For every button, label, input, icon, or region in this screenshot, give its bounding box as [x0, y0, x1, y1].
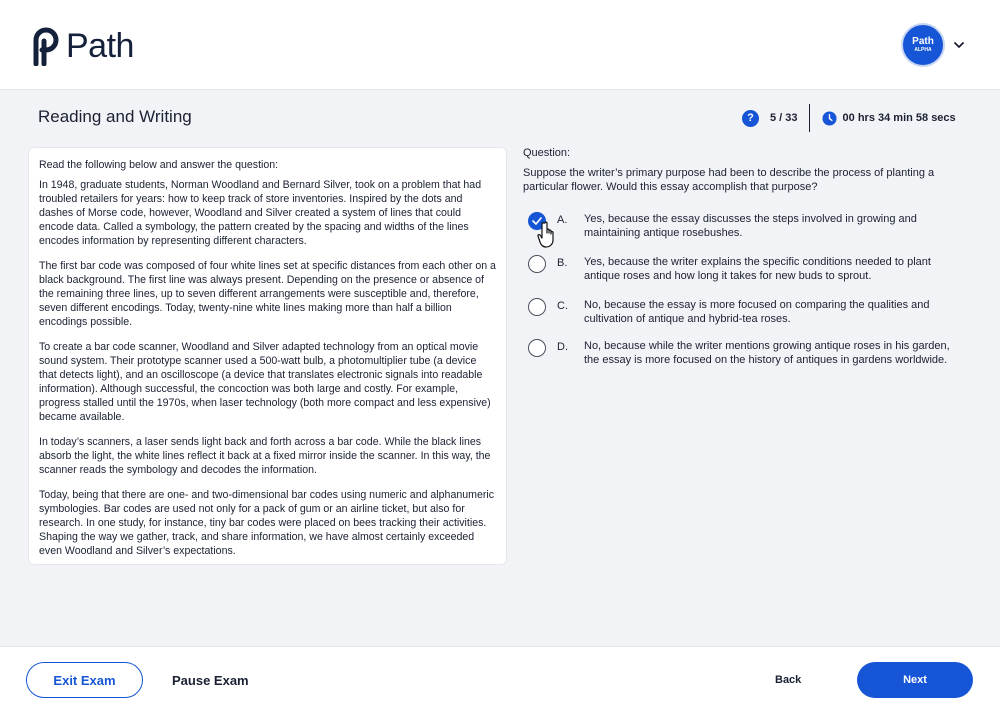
answer-choice-a[interactable] [528, 212, 973, 246]
logo-text: Path [66, 26, 134, 65]
question-text: Suppose the writer’s primary purpose had been to describe the process of planting a particular flower. Would this essay accomplish that purpose? [523, 167, 935, 193]
avatar[interactable] [901, 23, 945, 67]
choice-letter: B. [557, 257, 568, 269]
choice-letter: C. [557, 300, 568, 312]
choice-letter: A. [557, 214, 568, 226]
answer-choice-d[interactable] [528, 339, 973, 383]
exit-exam-button[interactable]: Exit Exam [26, 662, 143, 698]
top-bar [0, 0, 1000, 90]
pause-exam-button[interactable]: Pause Exam [160, 662, 261, 698]
question-progress: 5 / 33 [770, 112, 798, 124]
radio-d[interactable] [528, 339, 546, 357]
passage-intro: Read the following below and answer the question: [39, 159, 279, 171]
path-logo-icon [30, 26, 60, 66]
back-button[interactable]: Back [765, 662, 811, 698]
path-logo[interactable] [30, 26, 134, 66]
choice-text: No, because while the writer mentions growing antique roses in his garden, the essay is more focused on the history of antiques in gardens worldwide. [584, 340, 950, 366]
answer-choice-b[interactable] [528, 255, 973, 289]
exam-timer: 00 hrs 34 min 58 secs [842, 112, 956, 124]
choice-text: Yes, because the writer explains the specific conditions needed to plant antique roses and how long it takes for new buds to sprout. [584, 256, 931, 282]
passage-paragraph-3: To create a bar code scanner, Woodland and Silver adapted technology from an optical movie sound system. Their prototype scanner used a 500-watt bulb, a photomultiplier tube (a device that detects light), and an oscilloscope (a device that translates electronic signals into readable information). Although successful, the concoction was both large and costly. For example, progress stalled until the 1970s, when laser technology (both more compact and less expensive) became available. [39, 341, 491, 423]
radio-c[interactable] [528, 298, 546, 316]
exam-status [742, 104, 956, 132]
avatar-subtext: ALPHA [914, 47, 932, 53]
chevron-down-icon[interactable] [950, 36, 968, 54]
clock-icon [822, 111, 837, 126]
passage-paragraph-2: The first bar code was composed of four white lines set at specific distances from each other on a black background. The first line was always present. Depending on the presence or absence of the remaining three lines, up to seven different arrangements were susceptible and, therefore, seven different encodings. Today, twenty-nine white lines making more than half a billion encodings possible. [39, 260, 496, 328]
help-icon[interactable]: ? [742, 110, 759, 127]
passage-paragraph-5: Today, being that there are one- and two-dimensional bar codes using numeric and alphanumeric symbologies. Bar codes are used not only for a pack of gum or an airline ticket, but also for research. In one study, for instance, tiny bar codes were placed on bees tracking their activities. Shaping the way we gather, track, and share information, we have almost certainly exceeded even Woodland and Silver’s expectations. [39, 489, 495, 557]
passage-paragraph-4: In today’s scanners, a laser sends light back and forth across a bar code. While the black lines absorb the light, the white lines reflect it back at a fixed mirror inside the scanner. In this way, the scanner reads the symbology and decodes the information. [39, 436, 491, 476]
passage-paragraph-1: In 1948, graduate students, Norman Woodland and Bernard Silver, took on a problem that had troubled retailers for years: how to keep track of store inventories. Inspired by the dots and dashes of Morse code, however, Woodland and Silver created a system of lines that could encode data. Called a symbology, the pattern created by the spacing and widths of the lines encodes information by representing different characters. [39, 179, 482, 247]
choice-letter: D. [557, 341, 568, 353]
question-label: Question: [523, 147, 571, 159]
radio-b[interactable] [528, 255, 546, 273]
answer-choice-c[interactable] [528, 298, 973, 332]
hand-cursor-icon [534, 221, 558, 249]
reading-passage [28, 147, 507, 565]
choice-text: Yes, because the essay discusses the steps involved in growing and maintaining antique rosebushes. [584, 213, 917, 239]
status-divider [809, 104, 810, 132]
footer-bar [0, 646, 1000, 712]
section-title: Reading and Writing [38, 107, 192, 126]
avatar-text: Path [912, 36, 934, 47]
choice-text: No, because the essay is more focused on comparing the qualities and cultivation of antique and hybrid-tea roses. [584, 299, 930, 325]
next-button[interactable]: Next [857, 662, 973, 698]
